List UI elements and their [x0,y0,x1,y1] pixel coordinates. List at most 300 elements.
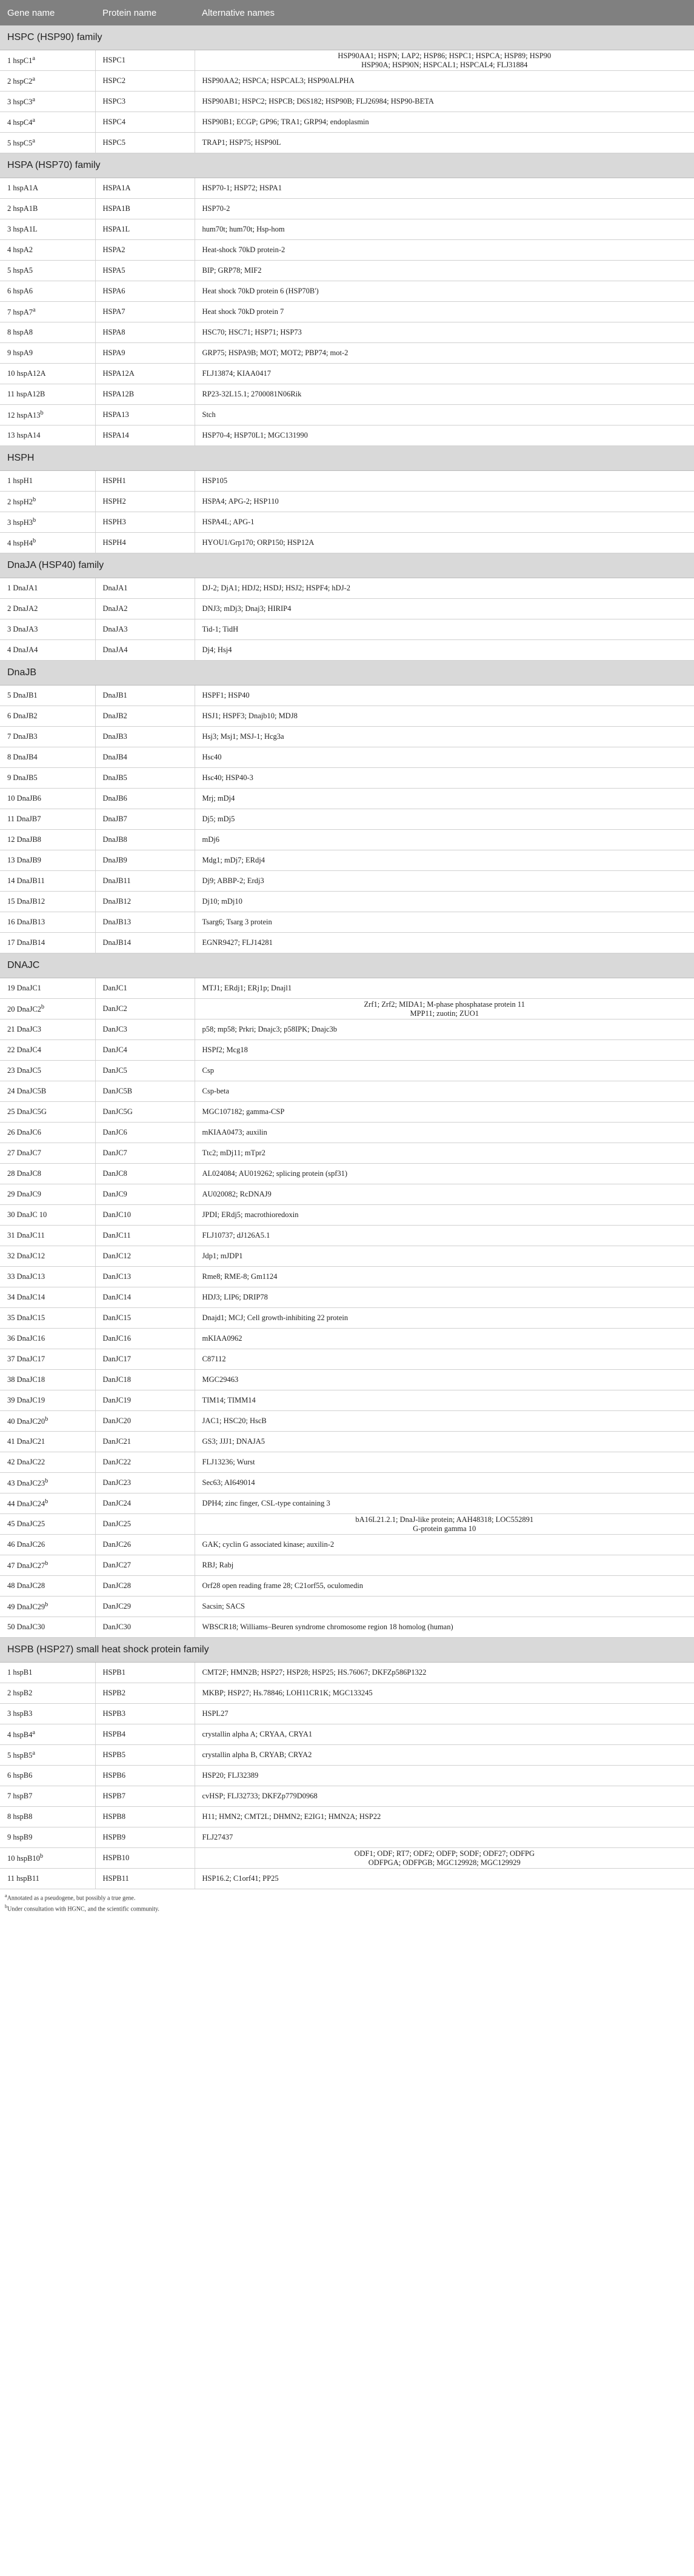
alternative-names-cell: Hsc40 [195,747,694,768]
protein-name-cell: DanJC26 [95,1535,195,1555]
alternative-names-cell: DJ-2; DjA1; HDJ2; HSDJ; HSJ2; HSPF4; hDJ-2 [195,578,694,599]
protein-name-cell: DnaJA1 [95,578,195,599]
gene-name-cell [0,71,95,92]
gene-name-header: Gene name [0,0,95,25]
table-row [0,892,694,912]
gene-name-cell [0,1205,95,1226]
gene-name-cell [0,1061,95,1081]
gene-name-cell [0,178,95,199]
gene-name: 3 hspA1L [7,225,38,233]
alternative-names-cell: hum70t; hum70t; Hsp-hom [195,219,694,240]
gene-name-cell [0,281,95,302]
alternative-names-cell: ODF1; ODF; RT7; ODF2; ODFP; SODF; ODF27; ODFPG ODFPGA; ODFPGB; MGC129928; MGC129929 [195,1848,694,1869]
protein-name-cell: DnaJA4 [95,640,195,661]
protein-name-cell: HSPA7 [95,302,195,322]
alternative-names-cell: JAC1; HSC20; HscB [195,1411,694,1432]
protein-name-cell: DnaJB4 [95,747,195,768]
alternative-names-cell: HYOU1/Grp170; ORP150; HSP12A [195,533,694,553]
protein-name-cell: HSPA9 [95,343,195,364]
alternative-names-cell: Csp [195,1061,694,1081]
alternative-names-cell: HSP90B1; ECGP; GP96; TRA1; GRP94; endoplasmin [195,112,694,133]
section-title: HSPC (HSP90) family [0,25,694,50]
alternative-names-cell: Dj10; mDj10 [195,892,694,912]
protein-name-cell: DanJC4 [95,1040,195,1061]
protein-name-cell: HSPC4 [95,112,195,133]
protein-name-cell: DnaJB6 [95,789,195,809]
alternative-names-cell: cvHSP; FLJ32733; DKFZp779D0968 [195,1786,694,1807]
gene-name: 12 hspA13 [7,411,41,420]
section-header-row [0,25,694,50]
protein-name-cell: DnaJB1 [95,686,195,706]
alternative-names-cell: Tid-1; TidH [195,619,694,640]
table-row [0,1869,694,1889]
table-row [0,261,694,281]
table-row [0,1597,694,1617]
protein-name-cell: HSPB4 [95,1724,195,1745]
table-row [0,533,694,553]
gene-name-cell [0,747,95,768]
protein-name-cell: DnaJB5 [95,768,195,789]
protein-name-cell: HSPB5 [95,1745,195,1766]
protein-name-cell: DanJC2 [95,999,195,1019]
table-row [0,1246,694,1267]
gene-name-cell [0,1102,95,1123]
gene-name: 31 DnaJC11 [7,1231,45,1240]
table-row [0,1390,694,1411]
alternative-names-cell: Dj5; mDj5 [195,809,694,830]
table-row [0,1555,694,1576]
alternative-names-cell: Heat shock 70kD protein 6 (HSP70B') [195,281,694,302]
table-row [0,578,694,599]
table-row [0,933,694,953]
protein-name-cell: DanJC27 [95,1555,195,1576]
gene-name-cell [0,578,95,599]
gene-name-cell [0,727,95,747]
protein-name-cell: HSPA12A [95,364,195,384]
gene-name: 16 DnaJB13 [7,918,45,926]
gene-name-cell [0,1745,95,1766]
gene-name: 32 DnaJC12 [7,1252,45,1260]
alternative-names-cell: CMT2F; HMN2B; HSP27; HSP28; HSP25; HS.76067; DKFZp586P1322 [195,1663,694,1683]
protein-name-cell: DnaJA2 [95,599,195,619]
alternative-names-cell: HSP70-2 [195,199,694,219]
gene-name: 34 DnaJC14 [7,1293,45,1301]
alternative-names-cell: FLJ13236; Wurst [195,1452,694,1473]
table-row [0,302,694,322]
gene-name: 1 DnaJA1 [7,584,38,592]
section-title: HSPA (HSP70) family [0,153,694,178]
footnote-marker: a [32,1729,35,1736]
footnotes [0,1889,694,1917]
table-row [0,240,694,261]
protein-name-cell: DnaJB2 [95,706,195,727]
alternative-names-cell: TRAP1; HSP75; HSP90L [195,133,694,153]
protein-name-cell: DanJC12 [95,1246,195,1267]
table-row [0,92,694,112]
gene-name: 21 DnaJC3 [7,1025,41,1033]
table-row [0,471,694,492]
gene-name: 7 hspA7 [7,308,33,317]
gene-name: 44 DnaJC24 [7,1500,45,1509]
protein-name-cell: DanJC17 [95,1349,195,1370]
table-row [0,1411,694,1432]
alternative-names-cell: RP23-32L15.1; 2700081N06Rik [195,384,694,405]
gene-name-cell [0,1724,95,1745]
alternative-names-cell: FLJ10737; dJ126A5.1 [195,1226,694,1246]
protein-name-cell: HSPC2 [95,71,195,92]
gene-name: 3 hspH3 [7,518,33,527]
gene-name-cell [0,1308,95,1329]
gene-name-cell [0,1576,95,1597]
footnote-marker: b [41,1003,45,1010]
gene-name: 8 DnaJB4 [7,753,38,761]
gene-name: 50 DnaJC30 [7,1623,45,1631]
footnote-b: $^b$Under consultation with HGNC, and the scientific community. [5,1904,159,1913]
table-row [0,1827,694,1848]
protein-name-cell: DanJC29 [95,1597,195,1617]
gene-name: 40 DnaJC20 [7,1417,45,1426]
alternative-names-cell: Hsc40; HSP40-3 [195,768,694,789]
section-title: DnaJA (HSP40) family [0,553,694,578]
alternative-names-cell: JPDI; ERdj5; macrothioredoxin [195,1205,694,1226]
gene-name: 5 hspB5 [7,1751,33,1760]
gene-name: 5 hspC5 [7,139,33,148]
table-row [0,1432,694,1452]
alternative-names-cell: HSPF1; HSP40 [195,686,694,706]
table-row [0,830,694,850]
protein-name-cell: DanJC7 [95,1143,195,1164]
gene-name: 25 DnaJC5G [7,1107,47,1116]
gene-name: 9 DnaJB5 [7,773,38,782]
gene-name-cell [0,1597,95,1617]
table-row [0,512,694,533]
table-row [0,768,694,789]
gene-name-cell [0,112,95,133]
protein-name-cell: HSPC1 [95,50,195,71]
gene-name-cell [0,492,95,512]
protein-name-cell: DanJC1 [95,978,195,999]
protein-name-cell: HSPB9 [95,1827,195,1848]
gene-name-cell [0,1535,95,1555]
protein-name-cell: DanJC8 [95,1164,195,1184]
section-title: DNAJC [0,953,694,978]
protein-name-cell: DanJC15 [95,1308,195,1329]
gene-name: 2 DnaJA2 [7,604,38,613]
protein-name-cell: HSPB3 [95,1704,195,1724]
section-header-row [0,153,694,178]
gene-name: 12 DnaJB8 [7,835,41,844]
table-row [0,1061,694,1081]
gene-name-cell [0,1287,95,1308]
table-row [0,1081,694,1102]
table-row [0,1205,694,1226]
gene-name-cell [0,1226,95,1246]
alternative-names-cell: MTJ1; ERdj1; ERj1p; Dnajl1 [195,978,694,999]
section-title: DnaJB [0,661,694,686]
table-row [0,1287,694,1308]
section-header-row [0,953,694,978]
table-row [0,199,694,219]
table-row [0,1184,694,1205]
protein-name-cell: DanJC5 [95,1061,195,1081]
gene-name-cell [0,261,95,281]
gene-name: 29 DnaJC9 [7,1190,41,1198]
protein-name-cell: HSPA5 [95,261,195,281]
protein-name-cell: DanJC10 [95,1205,195,1226]
alternative-names-cell: Dj4; Hsj4 [195,640,694,661]
table-row [0,1123,694,1143]
section-title: HSPH [0,446,694,471]
table-row [0,281,694,302]
protein-name-cell: HSPA14 [95,425,195,446]
table-row [0,1019,694,1040]
alternative-names-cell: HSC70; HSC71; HSP71; HSP73 [195,322,694,343]
footnote-marker: b [45,1498,48,1505]
gene-name: 38 DnaJC18 [7,1375,45,1384]
protein-name-cell: HSPA12B [95,384,195,405]
gene-name-cell [0,133,95,153]
gene-name-cell [0,1555,95,1576]
gene-name-cell [0,1869,95,1889]
gene-name: 23 DnaJC5 [7,1066,41,1075]
gene-name: 47 DnaJC27 [7,1561,45,1570]
protein-name-cell: DanJC25 [95,1514,195,1535]
alternative-names-cell: Sec63; AI649014 [195,1473,694,1493]
protein-name-cell: HSPH2 [95,492,195,512]
gene-name-cell [0,1807,95,1827]
gene-name-cell [0,1663,95,1683]
gene-name-cell [0,619,95,640]
gene-name: 1 hspB1 [7,1668,33,1677]
table-row [0,706,694,727]
gene-name-cell [0,364,95,384]
alternative-names-cell: HSP70-4; HSP70L1; MGC131990 [195,425,694,446]
gene-name: 15 DnaJB12 [7,897,45,906]
gene-name: 42 DnaJC22 [7,1458,45,1466]
gene-name-cell [0,1267,95,1287]
alternative-names-cell: BIP; GRP78; MIF2 [195,261,694,281]
section-header-row [0,553,694,578]
gene-name-cell [0,1040,95,1061]
gene-name: 27 DnaJC7 [7,1149,41,1157]
gene-name-cell [0,471,95,492]
protein-name-cell: DanJC3 [95,1019,195,1040]
gene-name: 6 hspA6 [7,287,33,295]
protein-name-cell: DnaJB9 [95,850,195,871]
table-row [0,492,694,512]
table-row [0,219,694,240]
alternative-names-cell: HSP20; FLJ32389 [195,1766,694,1786]
alternative-names-cell: bA16L21.2.1; DnaJ-like protein; AAH48318; LOC552891 G-protein gamma 10 [195,1514,694,1535]
table-row [0,1683,694,1704]
gene-name: 1 hspH1 [7,476,33,485]
gene-name-cell [0,1493,95,1514]
gene-name: 14 DnaJB11 [7,876,45,885]
gene-name-cell [0,768,95,789]
footnote-marker: b [33,496,36,503]
gene-name-cell [0,1081,95,1102]
footnote-marker: b [45,1601,48,1608]
gene-name-cell [0,512,95,533]
table-row [0,133,694,153]
table-row [0,1617,694,1638]
table-row [0,1704,694,1724]
gene-name: 22 DnaJC4 [7,1046,41,1054]
gene-name: 13 hspA14 [7,431,41,439]
table-row [0,50,694,71]
footnote-marker: a [32,96,35,103]
protein-name-cell: DnaJB7 [95,809,195,830]
table-row [0,1102,694,1123]
gene-name: 4 hspB4 [7,1730,33,1740]
alternative-names-cell: HDJ3; LIP6; DRIP78 [195,1287,694,1308]
gene-name-cell [0,50,95,71]
protein-name-cell: HSPC3 [95,92,195,112]
table-row [0,727,694,747]
gene-name: 2 hspC2 [7,77,33,86]
protein-name-cell: DanJC11 [95,1226,195,1246]
alternative-names-cell: mKIAA0473; auxilin [195,1123,694,1143]
alternative-names-cell: Dnajd1; MCJ; Cell growth-inhibiting 22 protein [195,1308,694,1329]
protein-name-cell: DanJC16 [95,1329,195,1349]
footnote-marker: b [39,1852,44,1860]
gene-name-cell [0,1452,95,1473]
footnote-marker: a [32,137,35,144]
alternative-names-cell: DNJ3; mDj3; Dnaj3; HIRIP4 [195,599,694,619]
gene-name: 11 hspB11 [7,1874,39,1883]
table-header-row [0,0,694,25]
protein-name-cell: HSPA6 [95,281,195,302]
gene-name-cell [0,1329,95,1349]
gene-name: 3 DnaJA3 [7,625,38,633]
alternative-names-cell: Dj9; ABBP-2; Erdj3 [195,871,694,892]
protein-name-cell: DanJC22 [95,1452,195,1473]
alternative-names-cell: MGC107182; gamma-CSP [195,1102,694,1123]
table-row [0,978,694,999]
gene-name-cell [0,640,95,661]
protein-name-cell: HSPA1A [95,178,195,199]
gene-name: 9 hspB9 [7,1833,33,1841]
gene-name-cell [0,92,95,112]
gene-name-cell [0,322,95,343]
gene-name-cell [0,1349,95,1370]
gene-name-cell [0,1411,95,1432]
alternative-names-cell: HSP105 [195,471,694,492]
gene-name: 19 DnaJC1 [7,984,41,992]
alternative-names-cell: mKIAA0962 [195,1329,694,1349]
gene-name-cell [0,871,95,892]
footnote-marker: a [32,75,35,82]
gene-name: 4 hspH4 [7,539,33,548]
footnote-marker: b [33,516,36,524]
gene-name: 8 hspA8 [7,328,33,336]
gene-name: 43 DnaJC23 [7,1479,45,1488]
gene-name: 5 hspA5 [7,266,33,275]
table-row [0,112,694,133]
gene-name-cell [0,1390,95,1411]
table-row [0,1473,694,1493]
footnote-marker: a [32,1749,35,1757]
table-row [0,1143,694,1164]
gene-name-cell [0,405,95,425]
gene-name-cell [0,1473,95,1493]
gene-name: 28 DnaJC8 [7,1169,41,1178]
protein-name-cell: HSPB6 [95,1766,195,1786]
gene-name-cell [0,1766,95,1786]
gene-name-cell [0,425,95,446]
gene-name-cell [0,1123,95,1143]
protein-name-cell: DanJC14 [95,1287,195,1308]
alternative-names-cell: EGNR9427; FLJ14281 [195,933,694,953]
gene-name: 7 hspB7 [7,1792,33,1800]
gene-name: 37 DnaJC17 [7,1355,45,1363]
table-row [0,809,694,830]
protein-name-cell: DanJC30 [95,1617,195,1638]
table-row [0,1452,694,1473]
gene-name-cell [0,789,95,809]
alternative-names-cell: HSP90AA1; HSPN; LAP2; HSP86; HSPC1; HSPCA; HSP89; HSP90 HSP90A; HSP90N; HSPCAL1; HSPCAL4; FLJ31884 [195,50,694,71]
protein-name-cell: HSPB8 [95,1807,195,1827]
table-row [0,1040,694,1061]
gene-name-cell [0,892,95,912]
footnote-marker: b [33,537,36,544]
table-row [0,384,694,405]
alternative-names-cell: Csp-beta [195,1081,694,1102]
gene-name-cell [0,706,95,727]
alternative-names-cell: Tsarg6; Tsarg 3 protein [195,912,694,933]
alternative-names-cell: crystallin alpha B, CRYAB; CRYA2 [195,1745,694,1766]
gene-name: 10 hspB10 [7,1854,40,1863]
table-row [0,850,694,871]
gene-name: 2 hspA1B [7,204,38,213]
protein-name-cell: DanJC5B [95,1081,195,1102]
alternative-names-cell: Hsj3; Msj1; MSJ-1; Hcg3a [195,727,694,747]
protein-name-cell: HSPH3 [95,512,195,533]
footnote-marker: b [40,409,44,416]
gene-name: 39 DnaJC19 [7,1396,45,1404]
gene-name-cell [0,850,95,871]
protein-name-cell: DnaJB14 [95,933,195,953]
protein-name-cell: DanJC13 [95,1267,195,1287]
alternative-names-cell: Heat-shock 70kD protein-2 [195,240,694,261]
footnote-marker: a [32,116,35,124]
table-row [0,912,694,933]
alternative-names-cell: Jdp1; mJDP1 [195,1246,694,1267]
alternative-names-cell: MKBP; HSP27; Hs.78846; LOH11CR1K; MGC133245 [195,1683,694,1704]
protein-name-cell: HSPA13 [95,405,195,425]
protein-name-cell: HSPB1 [95,1663,195,1683]
alternative-names-cell: FLJ27437 [195,1827,694,1848]
gene-name-cell [0,1704,95,1724]
gene-name: 10 hspA12A [7,369,46,378]
protein-name-cell: HSPB10 [95,1848,195,1869]
gene-name-cell [0,219,95,240]
table-row [0,789,694,809]
alternative-names-cell: Zrf1; Zrf2; MIDA1; M-phase phosphatase protein 11 MPP11; zuotin; ZUO1 [195,999,694,1019]
table-row [0,178,694,199]
gene-name: 49 DnaJC29 [7,1603,45,1612]
gene-name: 26 DnaJC6 [7,1128,41,1136]
protein-name-cell: DanJC28 [95,1576,195,1597]
gene-name: 48 DnaJC28 [7,1581,45,1590]
alternative-names-cell: HSJ1; HSPF3; Dnajb10; MDJ8 [195,706,694,727]
gene-name: 13 DnaJB9 [7,856,41,864]
alternative-names-cell: Sacsin; SACS [195,1597,694,1617]
section-header-row [0,1638,694,1663]
table-row [0,999,694,1019]
alternative-names-cell: RBJ; Rabj [195,1555,694,1576]
gene-name: 8 hspB8 [7,1812,33,1821]
